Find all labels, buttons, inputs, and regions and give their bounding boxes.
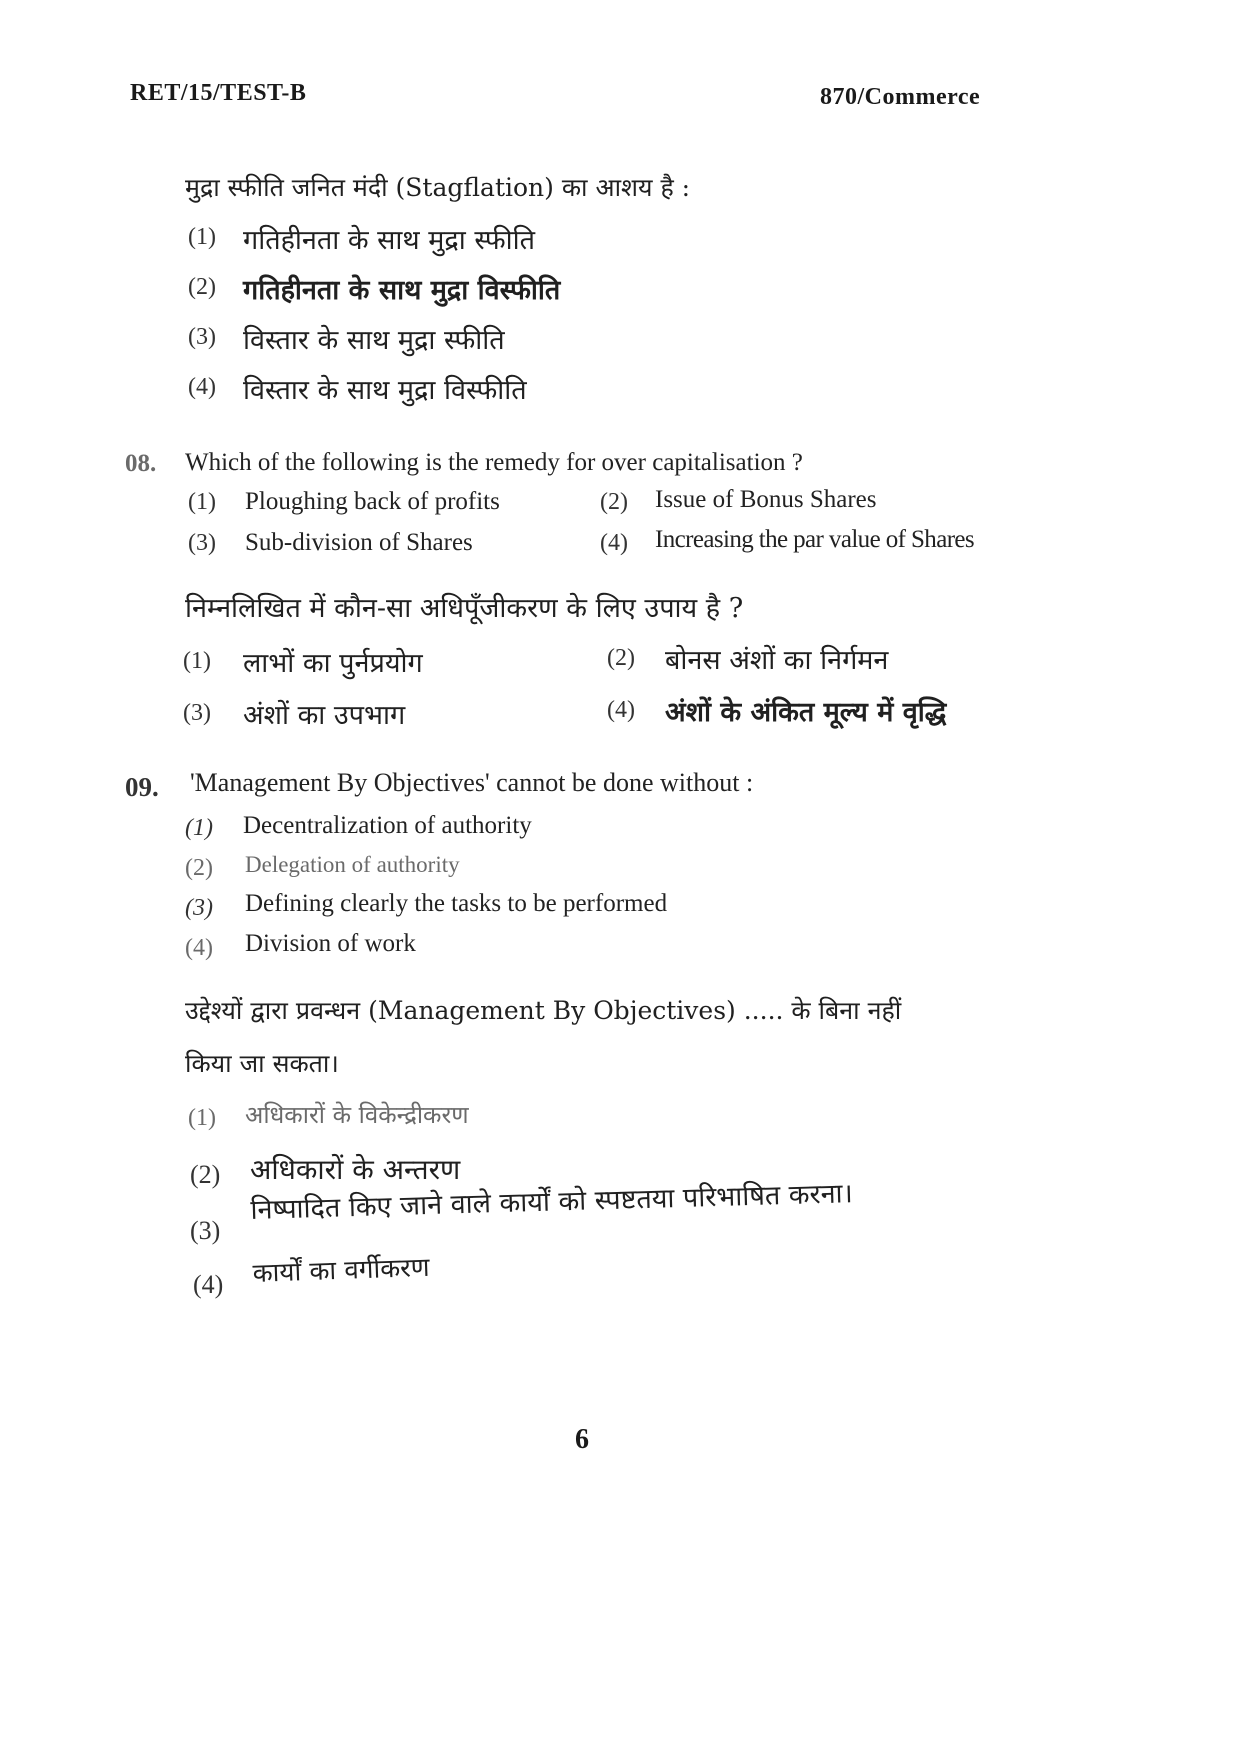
stagflation-option-text: गतिहीनता के साथ मुद्रा विस्फीति: [243, 275, 561, 306]
q08-option-text: Sub-division of Shares: [245, 529, 473, 556]
q08-option-number: (3): [183, 700, 211, 726]
q09-option-text: Division of work: [245, 930, 416, 957]
q09-option-number: (1): [185, 815, 213, 841]
q08-option-text: Issue of Bonus Shares: [655, 486, 877, 513]
q09-option-number: (3): [185, 895, 213, 921]
q08-question-english: Which of the following is the remedy for over capitalisation ?: [185, 449, 803, 476]
q08-option-text: बोनस अंशों का निर्गमन: [665, 645, 889, 676]
q08-option-number: (1): [188, 489, 216, 515]
q09-question-english: 'Management By Objectives' cannot be done without :: [190, 768, 754, 797]
q08-option-text: अंशों के अंकित मूल्य में वृद्धि: [665, 697, 947, 728]
q08-option-text: Increasing the par value of Shares: [655, 526, 975, 553]
q08-option-number: (2): [607, 645, 635, 671]
q09-option-number: (2): [185, 855, 213, 881]
q09-option-text: Delegation of authority: [245, 852, 460, 877]
page-number: 6: [575, 1424, 589, 1455]
stagflation-option-text: गतिहीनता के साथ मुद्रा स्फीति: [243, 225, 536, 256]
q08-option-text: लाभों का पुर्नप्रयोग: [243, 648, 423, 679]
stagflation-question-hindi: मुद्रा स्फीति जनित मंदी (Stagflation) का आशय है :: [185, 173, 691, 202]
q09-option-text: कार्यों का वर्गीकरण: [252, 1252, 431, 1289]
question-number: 08.: [125, 450, 157, 477]
q08-question-hindi: निम्नलिखित में कौन-सा अधिपूँजीकरण के लिए उपाय है ?: [185, 593, 744, 624]
q08-option-number: (4): [600, 530, 628, 556]
stagflation-option-number: (4): [188, 374, 216, 400]
q09-option-number: (4): [193, 1270, 224, 1299]
q09-option-number: (1): [188, 1105, 216, 1131]
q08-option-number: (1): [183, 648, 211, 674]
q09-option-text: Defining clearly the tasks to be performed: [245, 890, 668, 917]
stagflation-option-number: (2): [188, 274, 216, 300]
q08-option-text: Ploughing back of profits: [245, 488, 500, 515]
q09-question-hindi: उद्देश्यों द्वारा प्रवन्धन (Management By Objectives) ..... के बिना नहीं: [185, 996, 902, 1025]
header-subject: 870/Commerce: [820, 84, 981, 110]
q09-option-text: अधिकारों के अन्तरण: [250, 1153, 461, 1186]
q08-option-number: (2): [600, 489, 628, 515]
stagflation-option-number: (3): [188, 324, 216, 350]
header-test-code: RET/15/TEST-B: [130, 80, 307, 106]
question-number: 09.: [125, 772, 159, 802]
q08-option-text: अंशों का उपभाग: [243, 700, 406, 731]
q09-option-number: (4): [185, 935, 213, 961]
q09-option-number: (2): [190, 1160, 221, 1189]
q09-option-text: Decentralization of authority: [243, 812, 532, 839]
stagflation-option-text: विस्तार के साथ मुद्रा स्फीति: [243, 325, 505, 356]
q09-question-hindi-continued: किया जा सकता।: [185, 1049, 339, 1078]
q08-option-number: (3): [188, 530, 216, 556]
stagflation-option-number: (1): [188, 224, 216, 250]
q09-option-number: (3): [190, 1216, 221, 1245]
q08-option-number: (4): [607, 697, 635, 723]
q09-option-text: निष्पादित किए जाने वाले कार्यों को स्पष्टतया परिभाषित करना।: [250, 1178, 854, 1226]
stagflation-option-text: विस्तार के साथ मुद्रा विस्फीति: [243, 375, 527, 406]
q09-option-text: अधिकारों के विकेन्द्रीकरण: [245, 1101, 469, 1129]
